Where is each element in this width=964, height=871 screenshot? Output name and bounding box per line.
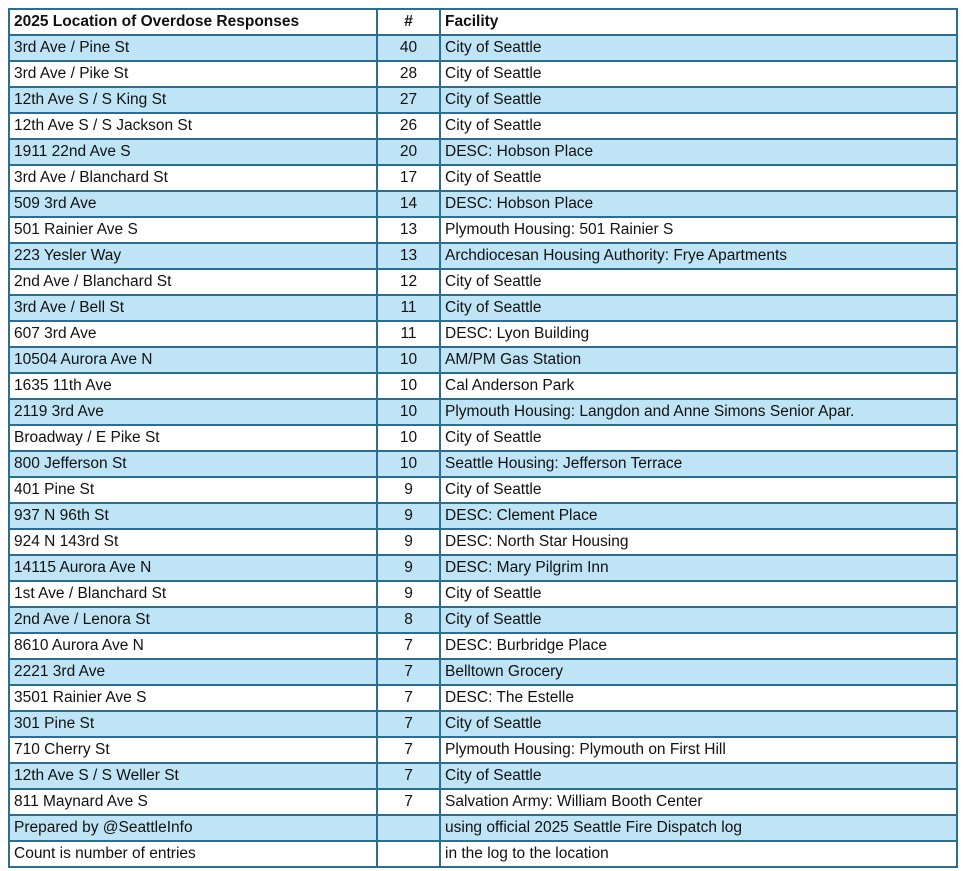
table-row	[9, 113, 957, 139]
table-row	[9, 399, 957, 425]
table-row	[9, 477, 957, 503]
location-cell: 3rd Ave / Blanchard St	[9, 165, 377, 191]
location-cell: 924 N 143rd St	[9, 529, 377, 555]
location-cell: 2221 3rd Ave	[9, 659, 377, 685]
table-row	[9, 425, 957, 451]
count-cell: 12	[377, 269, 440, 295]
count-cell: 9	[377, 555, 440, 581]
table-row	[9, 139, 957, 165]
count-cell: 7	[377, 711, 440, 737]
location-cell: 12th Ave S / S Jackson St	[9, 113, 377, 139]
count-cell: 9	[377, 581, 440, 607]
table-row	[9, 789, 957, 815]
table-row	[9, 685, 957, 711]
facility-cell: Plymouth Housing: Plymouth on First Hill	[440, 737, 957, 763]
location-cell: 1635 11th Ave	[9, 373, 377, 399]
count-cell	[377, 815, 440, 841]
facility-cell: Archdiocesan Housing Authority: Frye Apartments	[440, 243, 957, 269]
table-row	[9, 737, 957, 763]
facility-cell: City of Seattle	[440, 607, 957, 633]
count-cell: 7	[377, 659, 440, 685]
count-cell: 7	[377, 737, 440, 763]
table-row	[9, 711, 957, 737]
facility-cell: Plymouth Housing: 501 Rainier S	[440, 217, 957, 243]
table-row	[9, 35, 957, 61]
table-row	[9, 841, 957, 867]
table-row	[9, 269, 957, 295]
location-cell: 811 Maynard Ave S	[9, 789, 377, 815]
location-cell: 2nd Ave / Lenora St	[9, 607, 377, 633]
table-row	[9, 295, 957, 321]
count-cell: 11	[377, 295, 440, 321]
location-cell: Count is number of entries	[9, 841, 377, 867]
location-cell: 1st Ave / Blanchard St	[9, 581, 377, 607]
facility-cell: DESC: Hobson Place	[440, 191, 957, 217]
location-cell: 937 N 96th St	[9, 503, 377, 529]
facility-cell: Salvation Army: William Booth Center	[440, 789, 957, 815]
table-row	[9, 321, 957, 347]
facility-cell: Plymouth Housing: Langdon and Anne Simons Senior Apar.	[440, 399, 957, 425]
facility-cell: DESC: The Estelle	[440, 685, 957, 711]
table-row	[9, 243, 957, 269]
count-cell: 17	[377, 165, 440, 191]
count-cell: 26	[377, 113, 440, 139]
count-cell: 10	[377, 425, 440, 451]
header-location: 2025 Location of Overdose Responses	[9, 9, 377, 35]
location-cell: 8610 Aurora Ave N	[9, 633, 377, 659]
location-cell: 509 3rd Ave	[9, 191, 377, 217]
count-cell: 27	[377, 87, 440, 113]
table-row	[9, 191, 957, 217]
table-row	[9, 581, 957, 607]
location-cell: Prepared by @SeattleInfo	[9, 815, 377, 841]
table-body	[9, 35, 957, 867]
location-cell: 607 3rd Ave	[9, 321, 377, 347]
facility-cell: City of Seattle	[440, 763, 957, 789]
facility-cell: in the log to the location	[440, 841, 957, 867]
count-cell: 7	[377, 789, 440, 815]
location-cell: 800 Jefferson St	[9, 451, 377, 477]
location-cell: 14115 Aurora Ave N	[9, 555, 377, 581]
facility-cell: City of Seattle	[440, 295, 957, 321]
location-cell: 3501 Rainier Ave S	[9, 685, 377, 711]
count-cell: 28	[377, 61, 440, 87]
location-cell: Broadway / E Pike St	[9, 425, 377, 451]
location-cell: 710 Cherry St	[9, 737, 377, 763]
facility-cell: AM/PM Gas Station	[440, 347, 957, 373]
location-cell: 12th Ave S / S Weller St	[9, 763, 377, 789]
count-cell: 13	[377, 243, 440, 269]
table-row	[9, 555, 957, 581]
location-cell: 401 Pine St	[9, 477, 377, 503]
location-cell: 2nd Ave / Blanchard St	[9, 269, 377, 295]
header-count: #	[377, 9, 440, 35]
count-cell: 20	[377, 139, 440, 165]
location-cell: 3rd Ave / Pike St	[9, 61, 377, 87]
location-cell: 3rd Ave / Pine St	[9, 35, 377, 61]
table-row	[9, 61, 957, 87]
facility-cell: Belltown Grocery	[440, 659, 957, 685]
facility-cell: City of Seattle	[440, 165, 957, 191]
count-cell: 7	[377, 685, 440, 711]
overdose-responses-table	[8, 8, 958, 868]
facility-cell: City of Seattle	[440, 87, 957, 113]
location-cell: 3rd Ave / Bell St	[9, 295, 377, 321]
facility-cell: City of Seattle	[440, 425, 957, 451]
facility-cell: Seattle Housing: Jefferson Terrace	[440, 451, 957, 477]
count-cell: 9	[377, 503, 440, 529]
header-facility: Facility	[440, 9, 957, 35]
table-row	[9, 503, 957, 529]
count-cell: 10	[377, 399, 440, 425]
facility-cell: Cal Anderson Park	[440, 373, 957, 399]
count-cell: 10	[377, 373, 440, 399]
count-cell	[377, 841, 440, 867]
table-row	[9, 607, 957, 633]
table-row	[9, 347, 957, 373]
facility-cell: City of Seattle	[440, 113, 957, 139]
table-row	[9, 659, 957, 685]
table-row	[9, 633, 957, 659]
location-cell: 2119 3rd Ave	[9, 399, 377, 425]
location-cell: 223 Yesler Way	[9, 243, 377, 269]
facility-cell: City of Seattle	[440, 269, 957, 295]
count-cell: 9	[377, 477, 440, 503]
facility-cell: DESC: Lyon Building	[440, 321, 957, 347]
count-cell: 8	[377, 607, 440, 633]
table-row	[9, 165, 957, 191]
facility-cell: City of Seattle	[440, 581, 957, 607]
location-cell: 12th Ave S / S King St	[9, 87, 377, 113]
table-row	[9, 529, 957, 555]
count-cell: 10	[377, 451, 440, 477]
table-row	[9, 373, 957, 399]
table-row	[9, 451, 957, 477]
header-row	[9, 9, 957, 35]
table-row	[9, 87, 957, 113]
count-cell: 7	[377, 633, 440, 659]
count-cell: 9	[377, 529, 440, 555]
table-row	[9, 217, 957, 243]
facility-cell: City of Seattle	[440, 61, 957, 87]
facility-cell: using official 2025 Seattle Fire Dispatch log	[440, 815, 957, 841]
location-cell: 501 Rainier Ave S	[9, 217, 377, 243]
count-cell: 13	[377, 217, 440, 243]
location-cell: 1911 22nd Ave S	[9, 139, 377, 165]
table-row	[9, 815, 957, 841]
facility-cell: DESC: Burbridge Place	[440, 633, 957, 659]
facility-cell: City of Seattle	[440, 711, 957, 737]
table-row	[9, 763, 957, 789]
facility-cell: City of Seattle	[440, 477, 957, 503]
count-cell: 10	[377, 347, 440, 373]
facility-cell: DESC: Clement Place	[440, 503, 957, 529]
count-cell: 14	[377, 191, 440, 217]
facility-cell: City of Seattle	[440, 35, 957, 61]
location-cell: 10504 Aurora Ave N	[9, 347, 377, 373]
location-cell: 301 Pine St	[9, 711, 377, 737]
count-cell: 7	[377, 763, 440, 789]
count-cell: 40	[377, 35, 440, 61]
facility-cell: DESC: North Star Housing	[440, 529, 957, 555]
facility-cell: DESC: Hobson Place	[440, 139, 957, 165]
facility-cell: DESC: Mary Pilgrim Inn	[440, 555, 957, 581]
count-cell: 11	[377, 321, 440, 347]
